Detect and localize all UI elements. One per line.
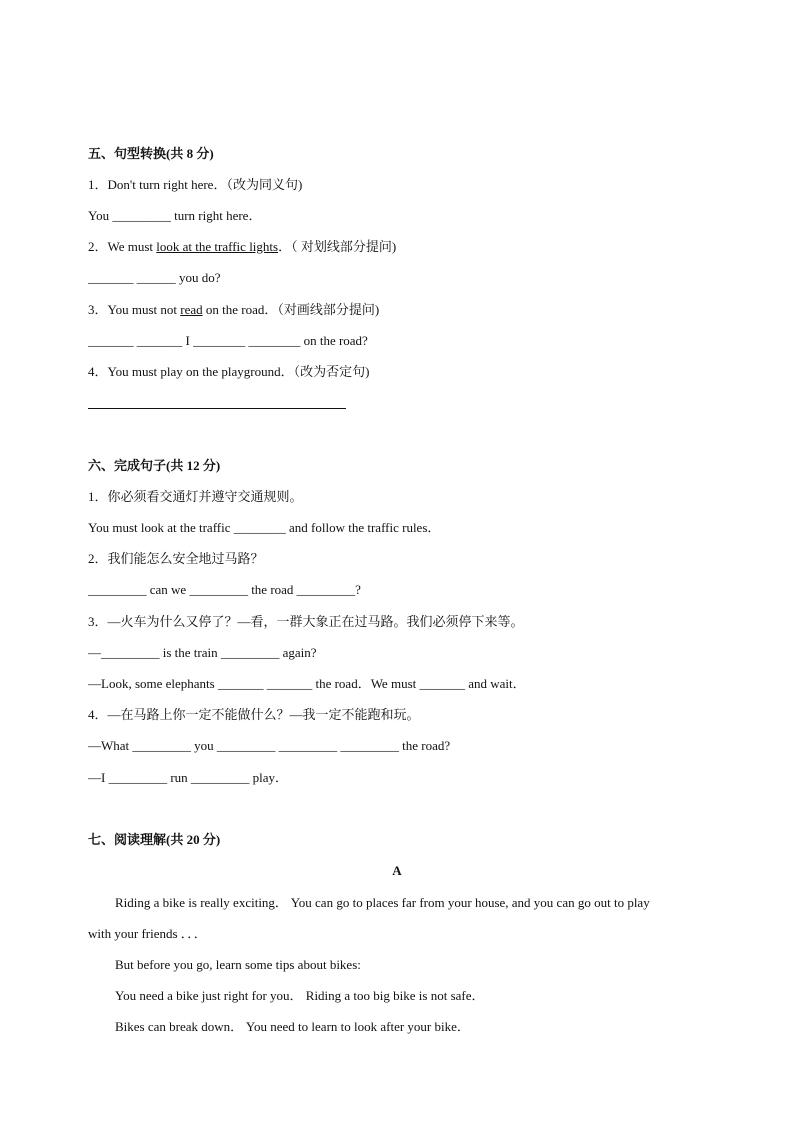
passage-paragraph-1-cont: with your friends ．．． [88,926,207,941]
sec5-answer-4-line [88,408,346,409]
sec6-answer-1: You must look at the traffic ________ and follow the traffic rules． [88,520,441,535]
sec6-question-2: 2．我们能怎么安全地过马路？ [88,551,264,566]
passage-label: A [392,863,402,878]
section-5-title: 五、句型转换(共 8 分) [88,146,214,161]
passage-paragraph-1: Riding a bike is really exciting． You can go to places far from your house, and you can go out to play [115,895,650,910]
sec6-answer-3a: —_________ is the train _________ again? [88,645,317,660]
sec6-question-3: 3．—火车为什么又停了？—看，一群大象正在过马路。我们必须停下来等。 [88,614,524,629]
q3-suffix: on the road．（对画线部分提问) [202,302,380,317]
sec5-question-1: 1．Don't turn right here．（改为同义句) [88,177,303,192]
sec6-answer-2: _________ can we _________ the road _________? [88,582,361,597]
q3-prefix: 3．You must not [88,302,181,317]
sec5-answer-1: You _________ turn right here． [88,208,262,223]
sec5-question-2 [88,239,396,255]
q3-underlined: read [180,302,203,317]
passage-paragraph-2: But before you go, learn some tips about bikes: [115,957,361,972]
section-7-title: 七、阅读理解(共 20 分) [88,832,221,847]
q2-underlined: look at the traffic lights [156,239,279,254]
passage-paragraph-3: You need a bike just right for you． Riding a too big bike is not safe． [115,988,485,1003]
q2-prefix: 2．We must [88,239,157,254]
sec5-question-4: 4．You must play on the playground．（改为否定句) [88,364,370,379]
sec5-answer-2: _______ ______ you do? [88,270,221,285]
sec5-answer-3: _______ _______ I ________ ________ on the road? [88,333,368,348]
sec6-question-4: 4．—在马路上你一定不能做什么？—我一定不能跑和玩。 [88,707,420,722]
sec6-question-1: 1．你必须看交通灯并遵守交通规则。 [88,489,303,504]
sec6-answer-4a: —What _________ you _________ _________ _________ the road? [88,738,451,753]
sec6-answer-4b: —I _________ run _________ play． [88,770,289,785]
section-6-title: 六、完成句子(共 12 分) [88,458,221,473]
passage-paragraph-4: Bikes can break down． You need to learn to look after your bike． [115,1019,470,1034]
sec5-question-3 [88,302,379,318]
q2-suffix: ．（ 对划线部分提问) [278,239,397,254]
sec6-answer-3b: —Look, some elephants _______ _______ the road．We must _______ and wait． [88,676,526,691]
